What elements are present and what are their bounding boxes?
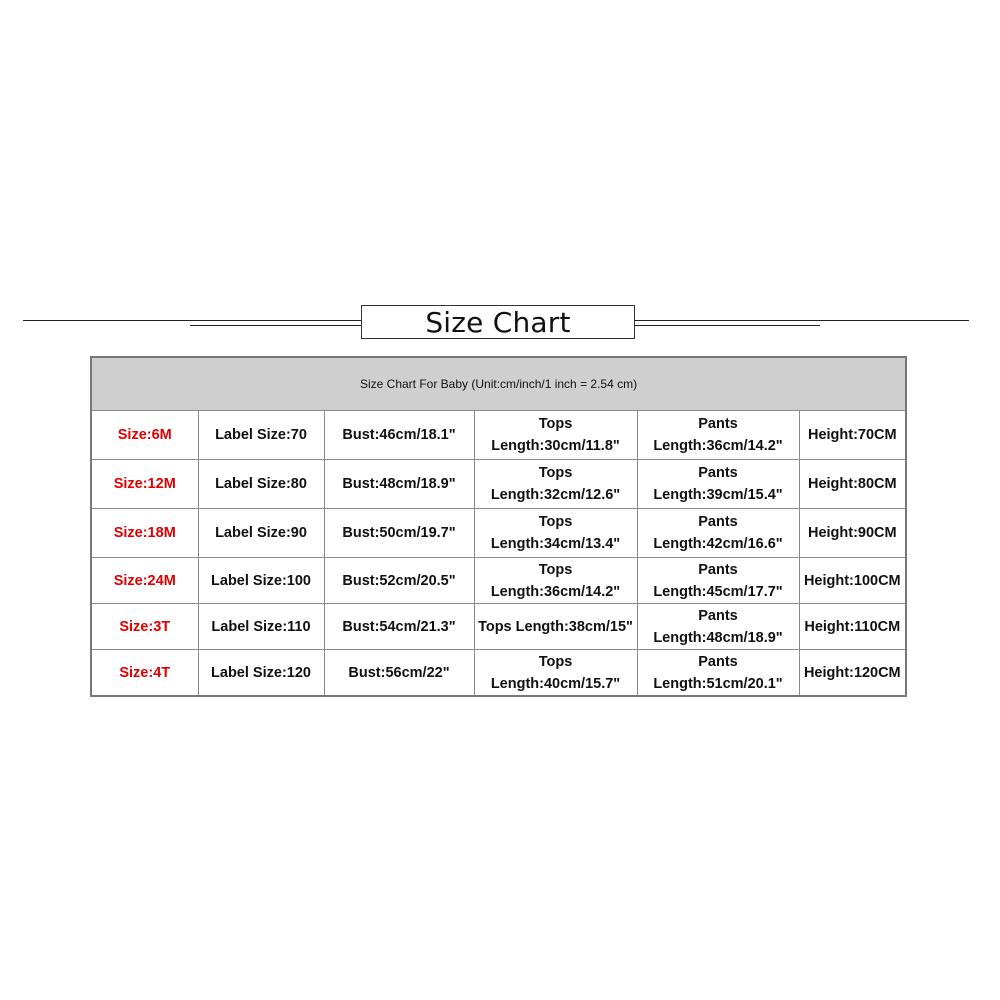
height-cell: Height:90CM <box>799 509 906 558</box>
height-cell: Height:110CM <box>799 604 906 650</box>
pants-length-cell: Pants Length:51cm/20.1" <box>637 650 799 697</box>
table-row <box>91 650 906 697</box>
table-row <box>91 460 906 509</box>
table-row <box>91 411 906 460</box>
title-rule-right-inner <box>635 325 820 326</box>
height-cell: Height:70CM <box>799 411 906 460</box>
label-size-cell: Label Size:120 <box>198 650 324 697</box>
bust-cell: Bust:52cm/20.5" <box>324 558 474 604</box>
height-cell: Height:120CM <box>799 650 906 697</box>
table-header: Size Chart For Baby (Unit:cm/inch/1 inch = 2.54 cm) <box>91 357 906 411</box>
tops-length-cell: Tops Length:30cm/11.8" <box>474 411 637 460</box>
size-cell: Size:6M <box>91 411 198 460</box>
bust-cell: Bust:50cm/19.7" <box>324 509 474 558</box>
tops-length-cell: Tops Length:40cm/15.7" <box>474 650 637 697</box>
bust-cell: Bust:48cm/18.9" <box>324 460 474 509</box>
tops-length-cell: Tops Length:32cm/12.6" <box>474 460 637 509</box>
label-size-cell: Label Size:80 <box>198 460 324 509</box>
pants-length-cell: Pants Length:45cm/17.7" <box>637 558 799 604</box>
size-chart-table <box>90 356 907 697</box>
table-row <box>91 509 906 558</box>
size-cell: Size:4T <box>91 650 198 697</box>
label-size-cell: Label Size:100 <box>198 558 324 604</box>
table-row <box>91 604 906 650</box>
title-rule-left-outer <box>23 320 361 321</box>
label-size-cell: Label Size:110 <box>198 604 324 650</box>
size-chart-title-box <box>361 305 635 339</box>
tops-length-cell: Tops Length:36cm/14.2" <box>474 558 637 604</box>
size-cell: Size:24M <box>91 558 198 604</box>
label-size-cell: Label Size:90 <box>198 509 324 558</box>
height-cell: Height:100CM <box>799 558 906 604</box>
tops-length-cell: Tops Length:38cm/15" <box>474 604 637 650</box>
bust-cell: Bust:46cm/18.1" <box>324 411 474 460</box>
title-rule-right-outer <box>635 320 969 321</box>
height-cell: Height:80CM <box>799 460 906 509</box>
size-cell: Size:3T <box>91 604 198 650</box>
tops-length-cell: Tops Length:34cm/13.4" <box>474 509 637 558</box>
bust-cell: Bust:56cm/22" <box>324 650 474 697</box>
size-cell: Size:18M <box>91 509 198 558</box>
title-rule-left-inner <box>190 325 361 326</box>
page-title: Size Chart <box>425 305 571 339</box>
pants-length-cell: Pants Length:36cm/14.2" <box>637 411 799 460</box>
pants-length-cell: Pants Length:48cm/18.9" <box>637 604 799 650</box>
pants-length-cell: Pants Length:42cm/16.6" <box>637 509 799 558</box>
size-cell: Size:12M <box>91 460 198 509</box>
bust-cell: Bust:54cm/21.3" <box>324 604 474 650</box>
table-row <box>91 558 906 604</box>
label-size-cell: Label Size:70 <box>198 411 324 460</box>
pants-length-cell: Pants Length:39cm/15.4" <box>637 460 799 509</box>
